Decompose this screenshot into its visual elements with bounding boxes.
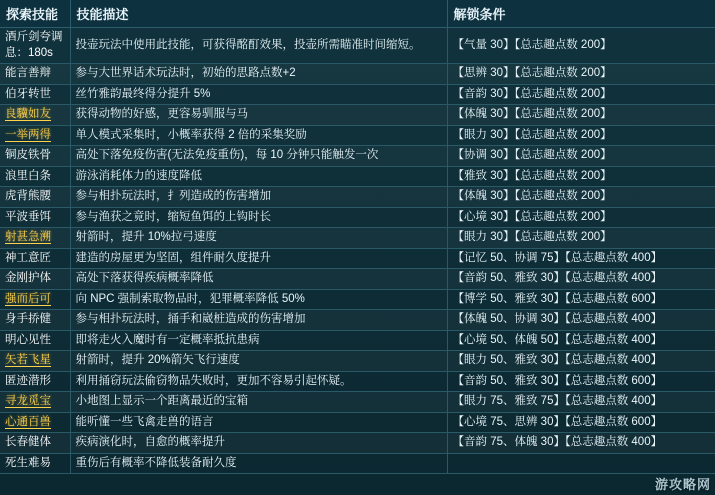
skill-description-label: 投壶玩法中使用此技能，可获得酩酊效果，投壶所需瞄准时间缩短。 [75,38,421,51]
unlock-condition-cell [447,392,715,413]
unlock-condition-cell [447,269,715,290]
skill-name-label: 酒斤剑夸调息：180s [5,31,63,59]
skill-name-label: 浪里白条 [5,169,51,182]
unlock-condition-cell [447,105,715,126]
skill-description-label: 参与相扑玩法时，扌列造成的伤害增加 [75,190,271,203]
table-row [0,392,715,413]
skill-description-cell [70,228,447,249]
unlock-condition-cell [447,28,715,64]
unlock-condition-cell [447,248,715,269]
unlock-condition-cell [447,166,715,187]
skill-name-label: 强而后可 [5,292,51,305]
skill-name-label: 金刚护体 [5,272,51,285]
table-row [0,412,715,433]
skill-description-label: 小地图上显示一个距离最近的宝箱 [75,395,248,408]
skill-description-label: 参与渔获之竟时，缩短鱼饵的上钩时长 [75,210,271,223]
table-row [0,248,715,269]
skill-description-label: 游泳消耗体力的速度降低 [75,169,202,182]
skill-description-cell [70,453,447,474]
skill-name-cell [0,371,70,392]
skill-description-label: 参与相扑玩法时，捅手和崴桩造成的伤害增加 [75,313,306,326]
unlock-condition-label: 【心境 75、思辨 30】【总志趣点数 600】 [452,415,663,428]
watermark-label: 游攻略网 [654,477,711,492]
unlock-condition-cell [447,351,715,372]
unlock-condition-label: 【眼力 30】【总志趣点数 200】 [452,128,612,141]
unlock-condition-label: 【眼力 50、雅致 30】【总志趣点数 400】 [452,354,663,367]
skill-name-label: 铜皮铁骨 [5,149,51,162]
table-row [0,187,715,208]
skill-name-label: 长春健体 [5,436,51,449]
skill-description-cell [70,310,447,331]
unlock-condition-cell [447,453,715,474]
unlock-condition-cell [447,146,715,167]
column-header-skill-desc: 技能描述 [70,0,447,28]
table-row [0,207,715,228]
unlock-condition-label: 【眼力 75、雅致 75】【总志趣点数 400】 [452,395,663,408]
skill-description-cell [70,84,447,105]
unlock-condition-cell [447,330,715,351]
skill-description-cell [70,248,447,269]
skill-description-cell [70,269,447,290]
skill-description-cell [70,187,447,208]
table-header [0,0,715,28]
table-row [0,125,715,146]
table-row [0,371,715,392]
skill-description-cell [70,433,447,454]
table-row [0,228,715,249]
unlock-condition-label: 【体魄 30】【总志趣点数 200】 [452,108,612,121]
skill-name-label: 平波垂饵 [5,210,51,223]
unlock-condition-label: 【心境 50、体魄 50】【总志趣点数 400】 [452,333,663,346]
skill-name-cell [0,207,70,228]
skill-description-cell [70,207,447,228]
skill-name-cell [0,392,70,413]
unlock-condition-label: 【博学 50、雅致 30】【总志趣点数 600】 [452,292,663,305]
table-row [0,28,715,64]
skill-name-label: 射甚急溯 [5,231,51,244]
skill-description-label: 重伤后有概率不降低装备耐久度 [75,456,237,469]
table-row [0,105,715,126]
skill-description-label: 单人模式采集时，小概率获得 2 倍的采集奖励 [75,128,307,141]
table-row [0,330,715,351]
table-row [0,64,715,85]
unlock-condition-cell [447,310,715,331]
skill-name-label: 匿迹潜形 [5,374,51,387]
unlock-condition-cell [447,84,715,105]
skill-description-label: 向 NPC 强制索取物品时，犯罪概率降低 50% [75,292,305,305]
skill-name-label: 伯牙转世 [5,87,51,100]
skill-name-cell [0,433,70,454]
skill-description-cell [70,330,447,351]
table-body [0,28,715,474]
skill-description-label: 丝竹雅韵最终得分提升 5% [75,87,211,100]
unlock-condition-label: 【气量 30】【总志趣点数 200】 [452,38,612,51]
skill-name-cell [0,228,70,249]
skill-name-label: 良驥如友 [5,108,51,121]
skill-name-cell [0,84,70,105]
unlock-condition-cell [447,228,715,249]
skill-name-cell [0,289,70,310]
table-row [0,351,715,372]
skill-description-label: 高处下落免疫伤害(无法免疫重伤)，每 10 分钟只能触发一次 [75,149,379,162]
skill-name-cell [0,105,70,126]
table-row [0,146,715,167]
unlock-condition-label: 【心境 30】【总志趣点数 200】 [452,210,612,223]
skill-name-label: 神工意匠 [5,251,51,264]
skill-name-label: 矢若飞星 [5,354,51,367]
skill-name-cell [0,28,70,64]
column-header-unlock-cond: 解锁条件 [447,0,715,28]
unlock-condition-label: 【记忆 50、协调 75】【总志趣点数 400】 [452,251,663,264]
skill-description-label: 即将走火入魔时有一定概率抵抗患病 [75,333,260,346]
skill-name-cell [0,269,70,290]
table-row [0,453,715,474]
skill-description-cell [70,392,447,413]
skill-description-cell [70,28,447,64]
skill-name-cell [0,453,70,474]
skill-name-cell [0,166,70,187]
table-row [0,433,715,454]
unlock-condition-label: 【眼力 30】【总志趣点数 200】 [452,231,612,244]
skill-description-cell [70,412,447,433]
skill-description-label: 利用捅窃玩法偷窃物品失败时，更加不容易引起怀疑。 [75,374,352,387]
unlock-condition-cell [447,433,715,454]
skill-name-cell [0,64,70,85]
skill-description-cell [70,289,447,310]
skill-name-cell [0,146,70,167]
skill-description-cell [70,125,447,146]
unlock-condition-cell [447,64,715,85]
unlock-condition-label: 【思辨 30】【总志趣点数 200】 [452,67,612,80]
skill-description-label: 疾病演化时，自愈的概率提升 [75,436,225,449]
table-row [0,166,715,187]
skill-name-cell [0,310,70,331]
unlock-condition-cell [447,187,715,208]
skill-name-label: 寻龙觅宝 [5,395,51,408]
unlock-condition-label: 【雅致 30】【总志趣点数 200】 [452,169,612,182]
unlock-condition-label: 【音韵 75、体魄 30】【总志趣点数 400】 [452,436,663,449]
skill-description-label: 参与大世界话术玩法时，初始的思路点数+2 [75,67,296,80]
skill-description-cell [70,146,447,167]
unlock-condition-label: 【体魄 50、协调 30】【总志趣点数 400】 [452,313,663,326]
unlock-condition-label: 【协调 30】【总志趣点数 200】 [452,149,612,162]
table-header-row [0,0,715,28]
table-row [0,269,715,290]
unlock-condition-label: 【音韵 50、雅致 30】【总志趣点数 400】 [452,272,663,285]
skill-description-label: 能听懂一些飞禽走兽的语言 [75,415,214,428]
unlock-condition-cell [447,412,715,433]
skill-name-cell [0,125,70,146]
skill-name-cell [0,248,70,269]
unlock-condition-cell [447,289,715,310]
column-header-skill-name: 探索技能 [0,0,70,28]
table-row [0,84,715,105]
skill-name-label: 一举两得 [5,128,51,141]
skill-name-label: 能言善辩 [5,67,51,80]
table-row [0,289,715,310]
table-row [0,310,715,331]
unlock-condition-cell [447,371,715,392]
skill-description-cell [70,371,447,392]
unlock-condition-label: 【体魄 30】【总志趣点数 200】 [452,190,612,203]
unlock-condition-label: 【音韵 50、雅致 30】【总志趣点数 600】 [452,374,663,387]
skill-name-label: 死生难易 [5,456,51,469]
skill-name-label: 虎背熊腰 [5,190,51,203]
skill-description-cell [70,105,447,126]
skill-description-label: 高处下落获得疾病概率降低 [75,272,214,285]
skill-description-label: 获得动物的好感，更容易驯服与马 [75,108,248,121]
skill-name-cell [0,351,70,372]
skill-description-cell [70,64,447,85]
skill-description-label: 建造的房屋更为坚固，组件耐久度提升 [75,251,271,264]
skill-name-cell [0,330,70,351]
skill-name-label: 心通百兽 [5,415,51,428]
unlock-condition-cell [447,125,715,146]
skill-description-label: 射箭时，提升 20%箭矢飞行速度 [75,354,240,367]
skill-name-label: 身手挢健 [5,313,51,326]
skill-description-cell [70,351,447,372]
skill-description-cell [70,166,447,187]
skill-description-label: 射箭时，提升 10%拉弓速度 [75,231,217,244]
skill-name-cell [0,187,70,208]
skill-name-cell [0,412,70,433]
unlock-condition-cell [447,207,715,228]
skill-name-label: 明心见性 [5,333,51,346]
unlock-condition-label: 【音韵 30】【总志趣点数 200】 [452,87,612,100]
